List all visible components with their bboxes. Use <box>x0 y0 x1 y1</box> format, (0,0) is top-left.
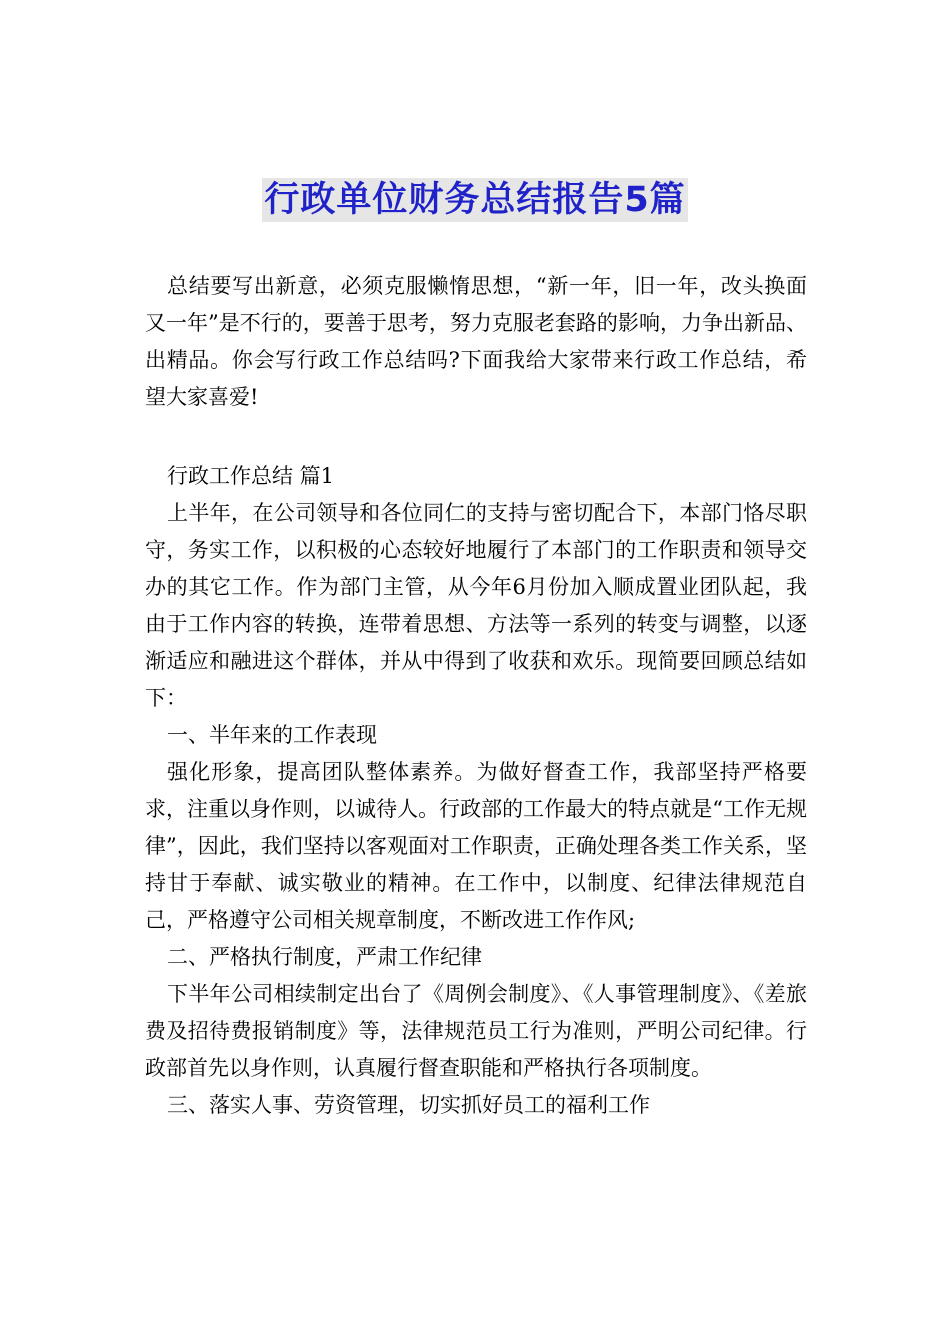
intro-paragraph: 总结要写出新意，必须克服懒惰思想，“新一年，旧一年，改头换面又一年”是不行的，要善于思考，努力克服老套路的影响，力争出新品、出精品。你会写行政工作总结吗?下面我给大家带来行政工作总结，希望大家喜爱! <box>145 274 807 409</box>
subheading: 三、落实人事、劳资管理，切实抓好员工的福利工作 <box>167 1093 650 1117</box>
document-body <box>145 268 807 1124</box>
title-wrap <box>0 178 950 222</box>
body-paragraph: 强化形象，提高团队整体素养。为做好督查工作，我部坚持严格要求，注重以身作则，以诚待人。行政部的工作最大的特点就是“工作无规律”，因此，我们坚持以客观面对工作职责，正确处理各类工作关系，坚持甘于奉献、诚实敬业的精神。在工作中，以制度、纪律法律规范自己，严格遵守公司相关规章制度，不断改进工作作风; <box>145 760 807 932</box>
document-title: 行政单位财务总结报告5篇 <box>264 180 686 220</box>
section-title: 行政工作总结 篇1 <box>167 464 335 488</box>
body-paragraph: 上半年，在公司领导和各位同仁的支持与密切配合下，本部门恪尽职守，务实工作，以积极的心态较好地履行了本部门的工作职责和领导交办的其它工作。作为部门主管，从今年6月份加入顺成置业团队起，我由于工作内容的转换，连带着思想、方法等一系列的转变与调整，以逐渐适应和融进这个群体，并从中得到了收获和欢乐。现简要回顾总结如下： <box>145 501 807 710</box>
subheading: 一、半年来的工作表现 <box>167 723 377 747</box>
subheading: 二、严格执行制度，严肃工作纪律 <box>167 945 482 969</box>
body-paragraph: 下半年公司相续制定出台了《周例会制度》、《人事管理制度》、《差旅费及招待费报销制度》等，法律规范员工行为准则，严明公司纪律。行政部首先以身作则，认真履行督查职能和严格执行各项制度。 <box>145 982 807 1080</box>
